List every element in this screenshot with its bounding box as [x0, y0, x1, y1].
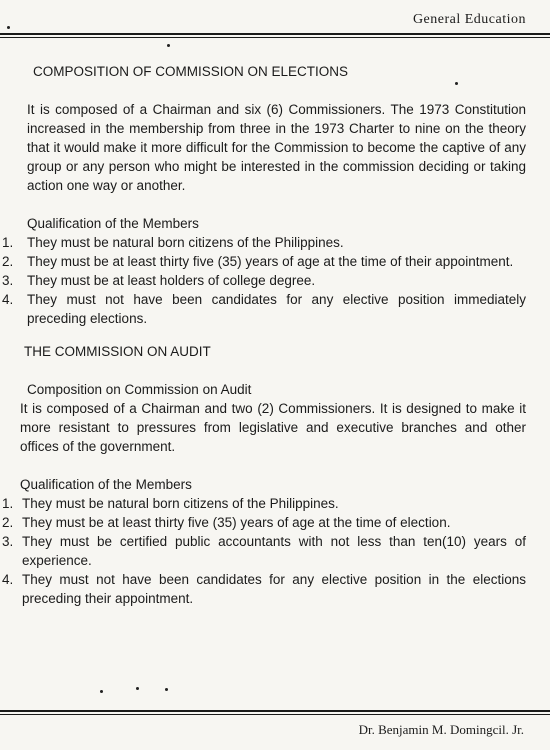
list-number: 3. [2, 273, 14, 288]
list-number: 2. [2, 515, 14, 530]
list-number: 3. [2, 534, 14, 549]
running-header: General Education [412, 12, 526, 27]
coa-qualifications-heading: Qualification of the Members [20, 477, 192, 492]
footer-rule-thin [0, 714, 550, 715]
scan-speck [455, 82, 458, 85]
list-text: They must be at least thirty five (35) years of age at the time of their appointment. [27, 254, 514, 269]
comelec-composition-paragraph: It is composed of a Chairman and six (6) Commissioners. The 1973 Constitution increased in the membership from three in the 1973 Charter to nine on the theory that it would make it more difficult for the Commission to become the captive of any group or any person who might be interested in the commission deciding or taking action one way or another. [27, 102, 526, 193]
list-text: They must be natural born citizens of the Philippines. [22, 496, 339, 511]
list-number: 1. [2, 496, 14, 511]
coa-composition-paragraph: It is composed of a Chairman and two (2) Commissioners. It is designed to make it more resistant to pressures from legislative and executive branches and other offices of the government. [20, 401, 526, 454]
scan-speck [167, 44, 170, 47]
section-title-coa: THE COMMISSION ON AUDIT [24, 344, 211, 359]
footer-author: Dr. Benjamin M. Domingcil. Jr. [358, 722, 524, 737]
scan-speck [136, 687, 139, 690]
list-text: They must be at least holders of college degree. [27, 273, 316, 288]
list-item [0, 252, 538, 271]
page-content [0, 50, 538, 608]
list-item [0, 271, 538, 290]
section-title-comelec: COMPOSITION OF COMMISSION ON ELECTIONS [33, 64, 349, 79]
coa-qualifications-list [0, 494, 538, 608]
list-text: They must not have been candidates for any elective position in the elections preceding their appointment. [22, 572, 526, 606]
comelec-qualifications-list [0, 233, 538, 328]
list-text: They must not have been candidates for any elective position immediately preceding elections. [27, 292, 526, 326]
footer-rule [0, 710, 550, 712]
header-rule [0, 33, 550, 35]
list-number: 4. [2, 292, 14, 307]
scan-speck [165, 688, 168, 691]
list-item [0, 290, 538, 328]
list-number: 1. [2, 235, 14, 250]
list-item [0, 570, 538, 608]
comelec-qualifications-heading: Qualification of the Members [27, 216, 199, 231]
list-number: 4. [2, 572, 14, 587]
header-rule-thin [0, 37, 550, 38]
list-text: They must be natural born citizens of the Philippines. [27, 235, 344, 250]
list-number: 2. [2, 254, 14, 269]
list-item [0, 233, 538, 252]
coa-composition-heading: Composition on Commission on Audit [27, 382, 252, 397]
list-item [0, 513, 538, 532]
list-text: They must be at least thirty five (35) years of age at the time of election. [22, 515, 451, 530]
list-item [0, 532, 538, 570]
scan-speck [7, 26, 10, 29]
list-text: They must be certified public accountants with not less than ten(10) years of experience. [22, 534, 526, 568]
list-item [0, 494, 538, 513]
scan-speck [100, 690, 103, 693]
